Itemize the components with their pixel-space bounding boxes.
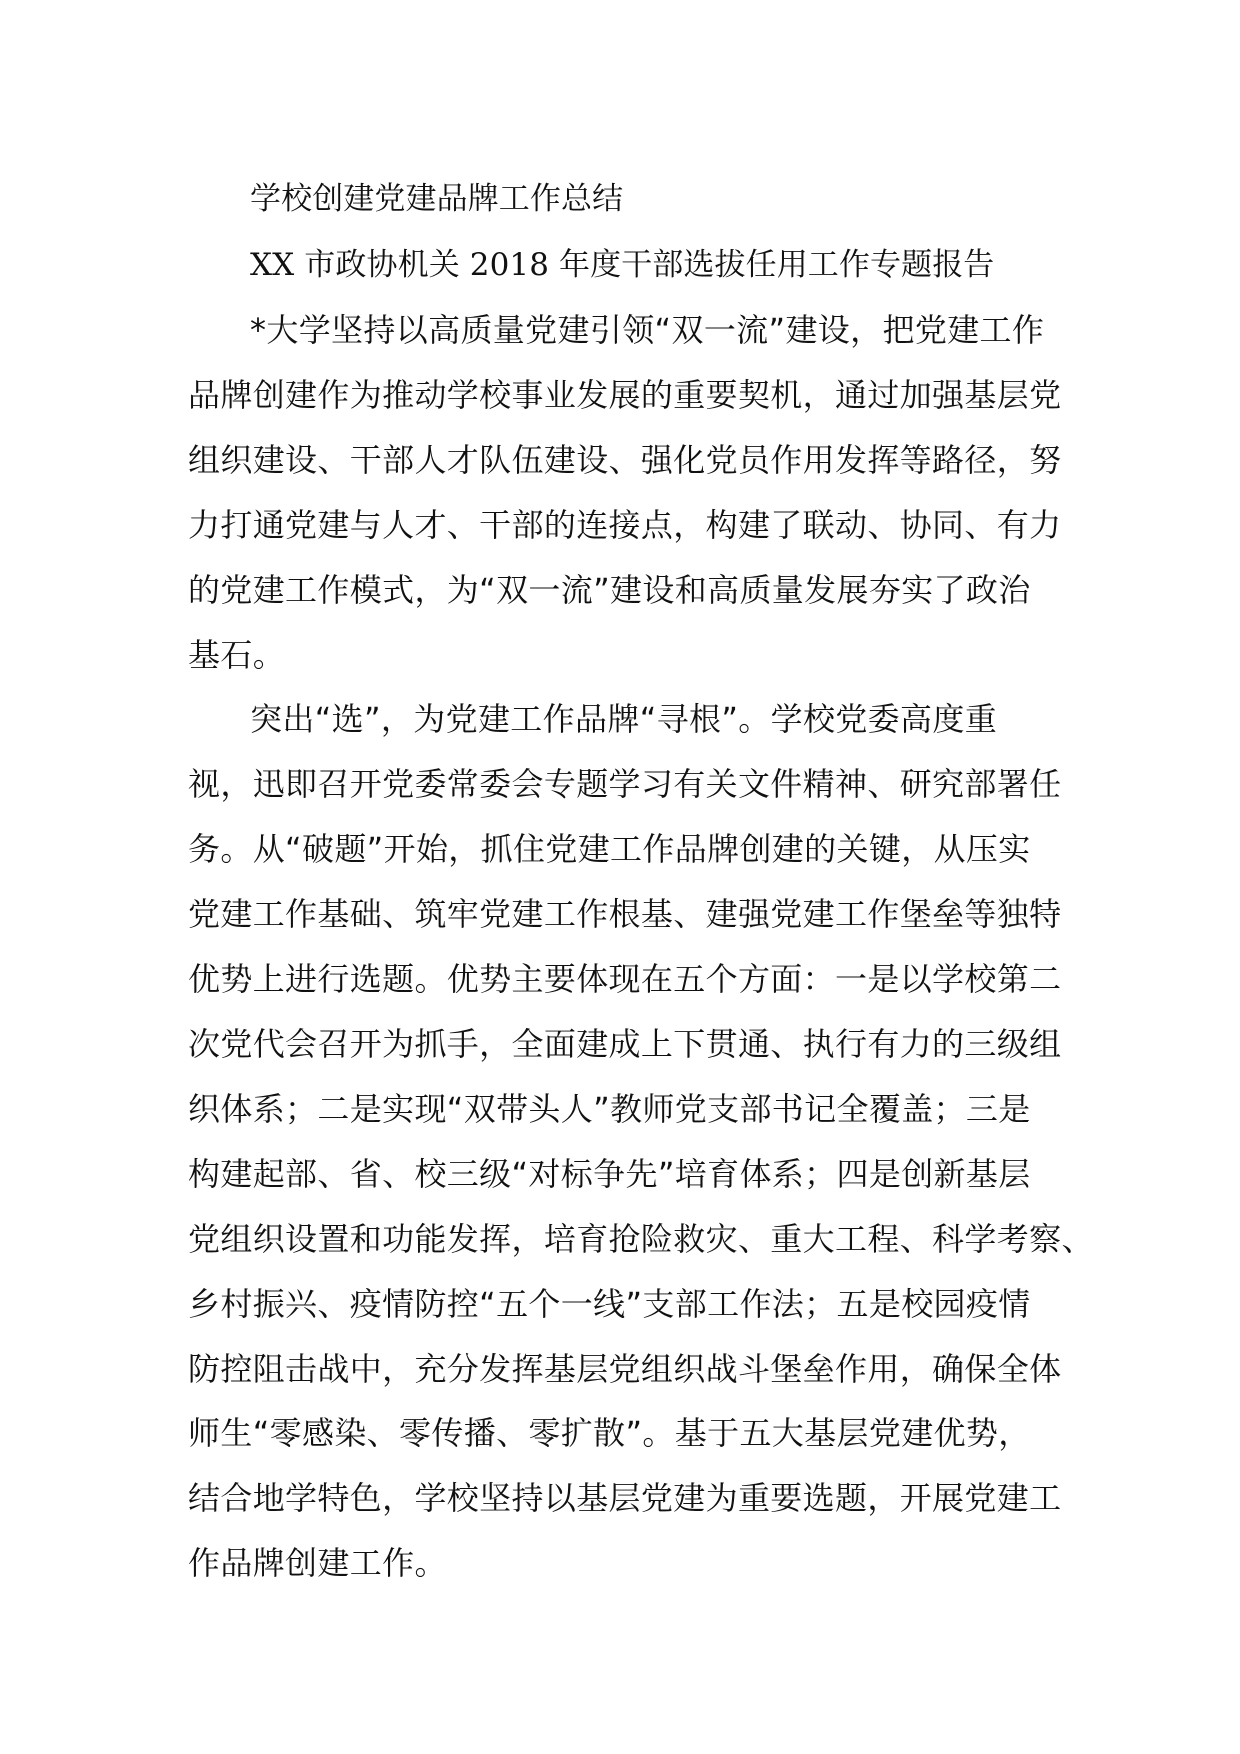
paragraph-line: *大学坚持以高质量党建引领“双一流”建设，把党建工作 (250, 311, 1045, 349)
document-content (188, 166, 1094, 1596)
paragraph-intro (188, 298, 1064, 687)
paragraph-line: 品牌创建作为推动学校事业发展的重要契机，通过加强基层党 (188, 375, 1062, 414)
paragraph-line: 务。从“破题”开始，抓住党建工作品牌创建的关键，从压实 (188, 830, 1031, 869)
paragraph-line: 的党建工作模式，为“双一流”建设和高质量发展夯实了政治 (188, 570, 1031, 609)
paragraph-line: 乡村振兴、疫情防控“五个一线”支部工作法；五是校园疫情 (188, 1284, 1031, 1323)
paragraph-line: 党组织设置和功能发挥，培育抢险救灾、重大工程、科学考察、 (188, 1219, 1094, 1258)
paragraph-line: 视，迅即召开党委常委会专题学习有关文件精神、研究部署任 (188, 765, 1062, 804)
paragraph-line: 优势上进行选题。优势主要体现在五个方面：一是以学校第二 (188, 960, 1062, 999)
paragraph-line: 构建起部、省、校三级“对标争先”培育体系；四是创新基层 (188, 1154, 1031, 1193)
paragraph-line: 防控阻击战中，充分发挥基层党组织战斗堡垒作用，确保全体 (188, 1349, 1062, 1388)
paragraph-selection (188, 687, 1094, 1596)
paragraph-line: 次党代会召开为抓手，全面建成上下贯通、执行有力的三级组 (188, 1024, 1062, 1063)
paragraph-line: 组织建设、干部人才队伍建设、强化党员作用发挥等路径，努 (188, 440, 1062, 479)
paragraph-line: 师生“零感染、零传播、零扩散”。基于五大基层党建优势， (188, 1414, 1031, 1453)
paragraph-line: 作品牌创建工作。 (188, 1544, 447, 1583)
report-title: XX 市政协机关 2018 年度干部选拔任用工作专题报告 (250, 247, 995, 283)
paragraph-line: 基石。 (188, 635, 286, 674)
paragraph-line: 结合地学特色，学校坚持以基层党建为重要选题，开展党建工 (188, 1479, 1062, 1518)
paragraph-line: 突出“选”，为党建工作品牌“寻根”。学校党委高度重 (250, 700, 998, 739)
document-title: 学校创建党建品牌工作总结 (250, 181, 624, 217)
paragraph-line: 织体系；二是实现“双带头人”教师党支部书记全覆盖；三是 (188, 1089, 1031, 1128)
paragraph-line: 力打通党建与人才、干部的连接点，构建了联动、协同、有力 (188, 505, 1062, 544)
paragraph-line: 党建工作基础、筑牢党建工作根基、建强党建工作堡垒等独特 (188, 895, 1062, 934)
